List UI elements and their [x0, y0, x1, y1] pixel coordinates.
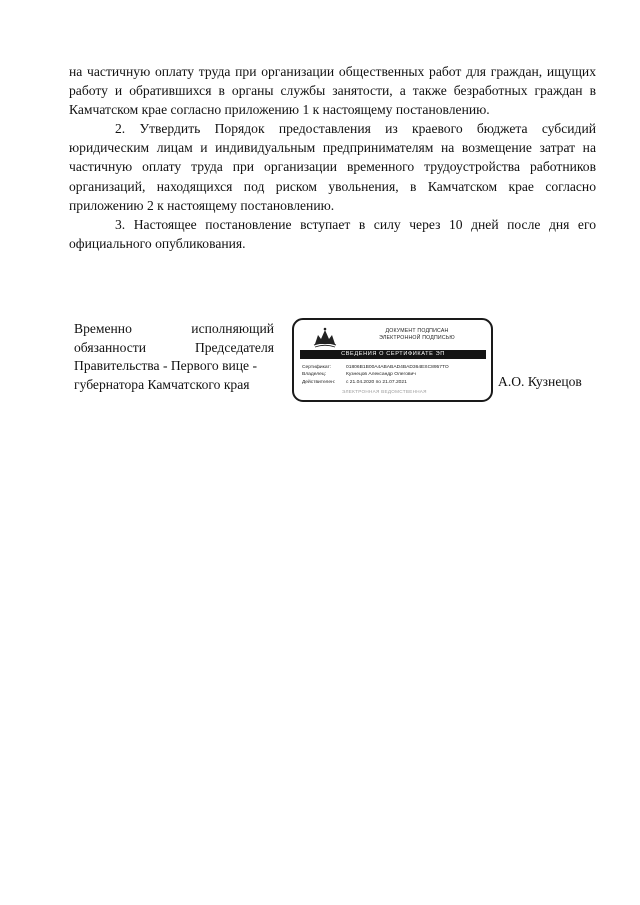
stamp-row-label: Сертификат: [302, 365, 332, 370]
stamp-certificate-details [302, 364, 488, 386]
signer-name: А.О. Кузнецов [498, 374, 582, 389]
stamp-header-line: ЭЛЕКТРОННОЙ ПОДПИСЬЮ [379, 335, 455, 341]
stamp-footer: ЭЛЕКТРОННАЯ ВЕДОМСТВЕННАЯ [342, 389, 427, 394]
document-body [69, 62, 596, 253]
electronic-signature-stamp [292, 318, 493, 402]
stamp-row-label: Действителен: [302, 379, 336, 385]
stamp-row-value: с 21.04.2020 по 21.07.2021 [346, 379, 407, 385]
stamp-row-value: Кузнецов Александр Олегович [346, 372, 416, 378]
signer-position-line: губернатора Камчатского края [74, 376, 250, 392]
signer-position-line: Временно исполняющий [74, 321, 274, 336]
stamp-row-validity [302, 379, 488, 386]
stamp-row-value: 01806B1B00A4ABABAD4BAD364ESC8957TO [346, 365, 449, 370]
paragraph-item-3: 3. Настоящее постановление вступает в силу через 10 дней после дня его официального опубликования. [69, 216, 596, 251]
stamp-row-label: Владелец: [302, 372, 326, 378]
paragraph-continuation: на частичную оплату труда при организации общественных работ для граждан, ищущих работу и обратившихся в органы службы занятости, а также безработных граждан в Камчатском крае согласно приложению 1 к настоящему постановлению. [69, 64, 596, 118]
stamp-certificate-band: СВЕДЕНИЯ О СЕРТИФИКАТЕ ЭП [300, 350, 486, 359]
stamp-row-certificate [302, 364, 488, 371]
signer-position [74, 320, 274, 394]
stamp-header [352, 328, 482, 342]
coat-of-arms-icon [312, 326, 338, 348]
stamp-header-line: ДОКУМЕНТ ПОДПИСАН [385, 328, 449, 334]
stamp-row-owner [302, 371, 488, 378]
signer-position-line: Правительства - Первого вице - [74, 358, 257, 373]
paragraph-item-2: 2. Утвердить Порядок предоставления из краевого бюджета субсидий юридическим лицам и индивидуальным предпринимателям на возмещение затрат на частичную оплату труда при организации временного трудоустройства работников организаций, находящихся под риском увольнения, в Камчатском крае согласно приложению 2 к настоящему постановлению. [69, 121, 596, 213]
signer-position-line: обязанности Председателя [74, 339, 274, 355]
